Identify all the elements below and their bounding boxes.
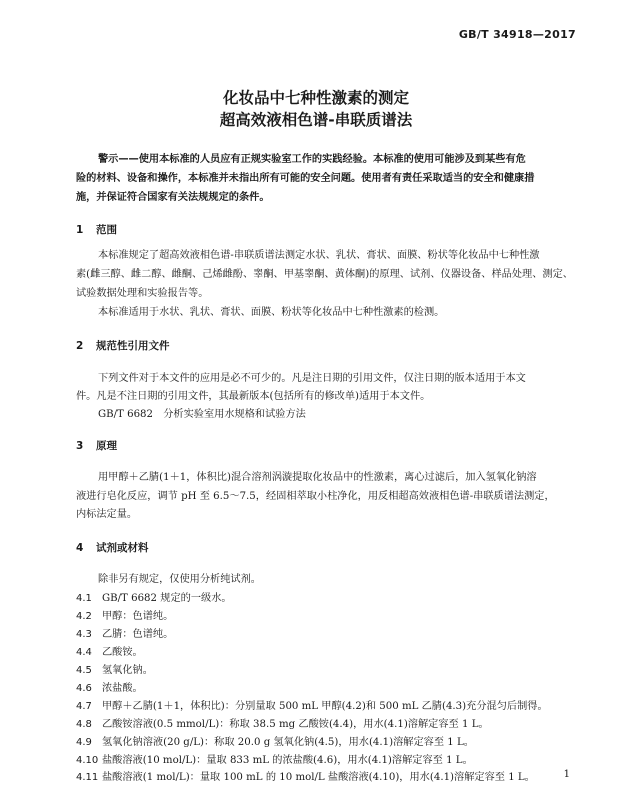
warning-paragraph [76, 150, 576, 207]
item-number: 4.4 [76, 647, 92, 658]
body-line: 本标准规定了超高效液相色谱-串联质谱法测定水状、乳状、膏状、面膜、粉状等化妆品中七种性激 [98, 250, 540, 261]
section-title: 规范性引用文件 [96, 340, 170, 352]
item-number: 4.9 [76, 737, 92, 748]
body-line: 下列文件对于本文件的应用是必不可少的。凡是注日期的引用文件，仅注日期的版本适用于本文 [98, 373, 526, 384]
section-title: 试剂或材料 [96, 542, 149, 554]
section-number: 1 [76, 224, 84, 236]
list-item [76, 589, 232, 604]
section-heading [76, 338, 170, 353]
item-number: 4.11 [76, 772, 99, 783]
list-item [76, 625, 173, 640]
body-line: 内标法定量。 [76, 509, 138, 520]
item-number: 4.2 [76, 611, 92, 622]
warning-line: 施，并保证符合国家有关法规规定的条件。 [76, 192, 270, 203]
page-number: 1 [563, 769, 570, 780]
item-number: 4.6 [76, 683, 92, 694]
section-heading [76, 438, 117, 453]
list-item [76, 661, 153, 676]
document-title-line2: 超高效液相色谱-串联质谱法 [219, 111, 413, 129]
item-text: 乙腈：色谱纯。 [102, 629, 174, 640]
item-number: 4.5 [76, 665, 92, 676]
item-number: 4.10 [76, 755, 99, 766]
section-number: 2 [76, 340, 84, 352]
body-line: 试验数据处理和实验报告等。 [76, 288, 209, 299]
body-line: 本标准适用于水状、乳状、膏状、面膜、粉状等化妆品中七种性激素的检测。 [98, 307, 445, 318]
item-text: GB/T 6682 规定的一级水。 [102, 593, 232, 604]
body-line: 件。凡是不注日期的引用文件，其最新版本(包括所有的修改单)适用于本文件。 [76, 391, 431, 402]
item-text: 乙酸铵。 [102, 647, 143, 658]
list-item [76, 768, 535, 783]
body-line: 液进行皂化反应，调节 pH 至 6.5～7.5，经固相萃取小柱净化，用反相超高效液相色谱-串联质谱法测定， [76, 491, 555, 502]
list-item [76, 679, 143, 694]
body-line: 用甲醇＋乙腈(1＋1，体积比)混合溶剂涡漩提取化妆品中的性激素，离心过滤后，加入氢氧化钠溶 [98, 472, 537, 483]
item-text: 盐酸溶液(10 mol/L)：量取 833 mL 的浓盐酸(4.6)，用水(4.1)溶解定容至 1 L。 [102, 755, 473, 766]
body-line: 除非另有规定，仅使用分析纯试剂。 [98, 574, 261, 585]
list-item [76, 607, 173, 622]
section-heading [76, 540, 149, 555]
section-heading [76, 222, 117, 237]
list-item [76, 751, 473, 766]
warning-line: 警示——使用本标准的人员应有正规实验室工作的实践经验。本标准的使用可能涉及到某些有危 [98, 154, 526, 165]
document-title-line1: 化妆品中七种性激素的测定 [222, 89, 409, 107]
item-text: 氢氧化钠。 [102, 665, 153, 676]
item-text: 盐酸溶液(1 mol/L)：量取 100 mL 的 10 mol/L 盐酸溶液(4.10)，用水(4.1)溶解定容至 1 L。 [102, 772, 535, 783]
reference-line: GB/T 6682 分析实验室用水规格和试验方法 [98, 409, 306, 420]
list-item [76, 643, 143, 658]
list-item [76, 733, 474, 748]
section-title: 原理 [96, 440, 117, 452]
list-item [76, 697, 548, 712]
standard-code: GB/T 34918—2017 [458, 28, 576, 41]
item-number: 4.7 [76, 701, 92, 712]
item-text: 浓盐酸。 [102, 683, 143, 694]
item-number: 4.1 [76, 593, 92, 604]
warning-line: 险的材料、设备和操作，本标准并未指出所有可能的安全问题。使用者有责任采取适当的安全和健康措 [76, 173, 535, 184]
item-number: 4.8 [76, 719, 92, 730]
body-line: 素(雌三醇、雌二醇、雌酮、己烯雌酚、睾酮、甲基睾酮、黄体酮)的原理、试剂、仪器设备、样品处理、测定、 [76, 269, 573, 280]
item-text: 氢氧化钠溶液(20 g/L)：称取 20.0 g 氢氧化钠(4.5)，用水(4.1)溶解定容至 1 L。 [102, 737, 474, 748]
section-number: 3 [76, 440, 84, 452]
section-title: 范围 [96, 224, 117, 236]
section-number: 4 [76, 542, 84, 554]
item-text: 甲醇＋乙腈(1＋1，体积比)：分别量取 500 mL 甲醇(4.2)和 500 mL 乙腈(4.3)充分混匀后制得。 [102, 701, 548, 712]
item-text: 甲醇：色谱纯。 [102, 611, 174, 622]
item-text: 乙酸铵溶液(0.5 mmol/L)：称取 38.5 mg 乙酸铵(4.4)，用水(4.1)溶解定容至 1 L。 [102, 719, 489, 730]
list-item [76, 715, 489, 730]
item-number: 4.3 [76, 629, 92, 640]
